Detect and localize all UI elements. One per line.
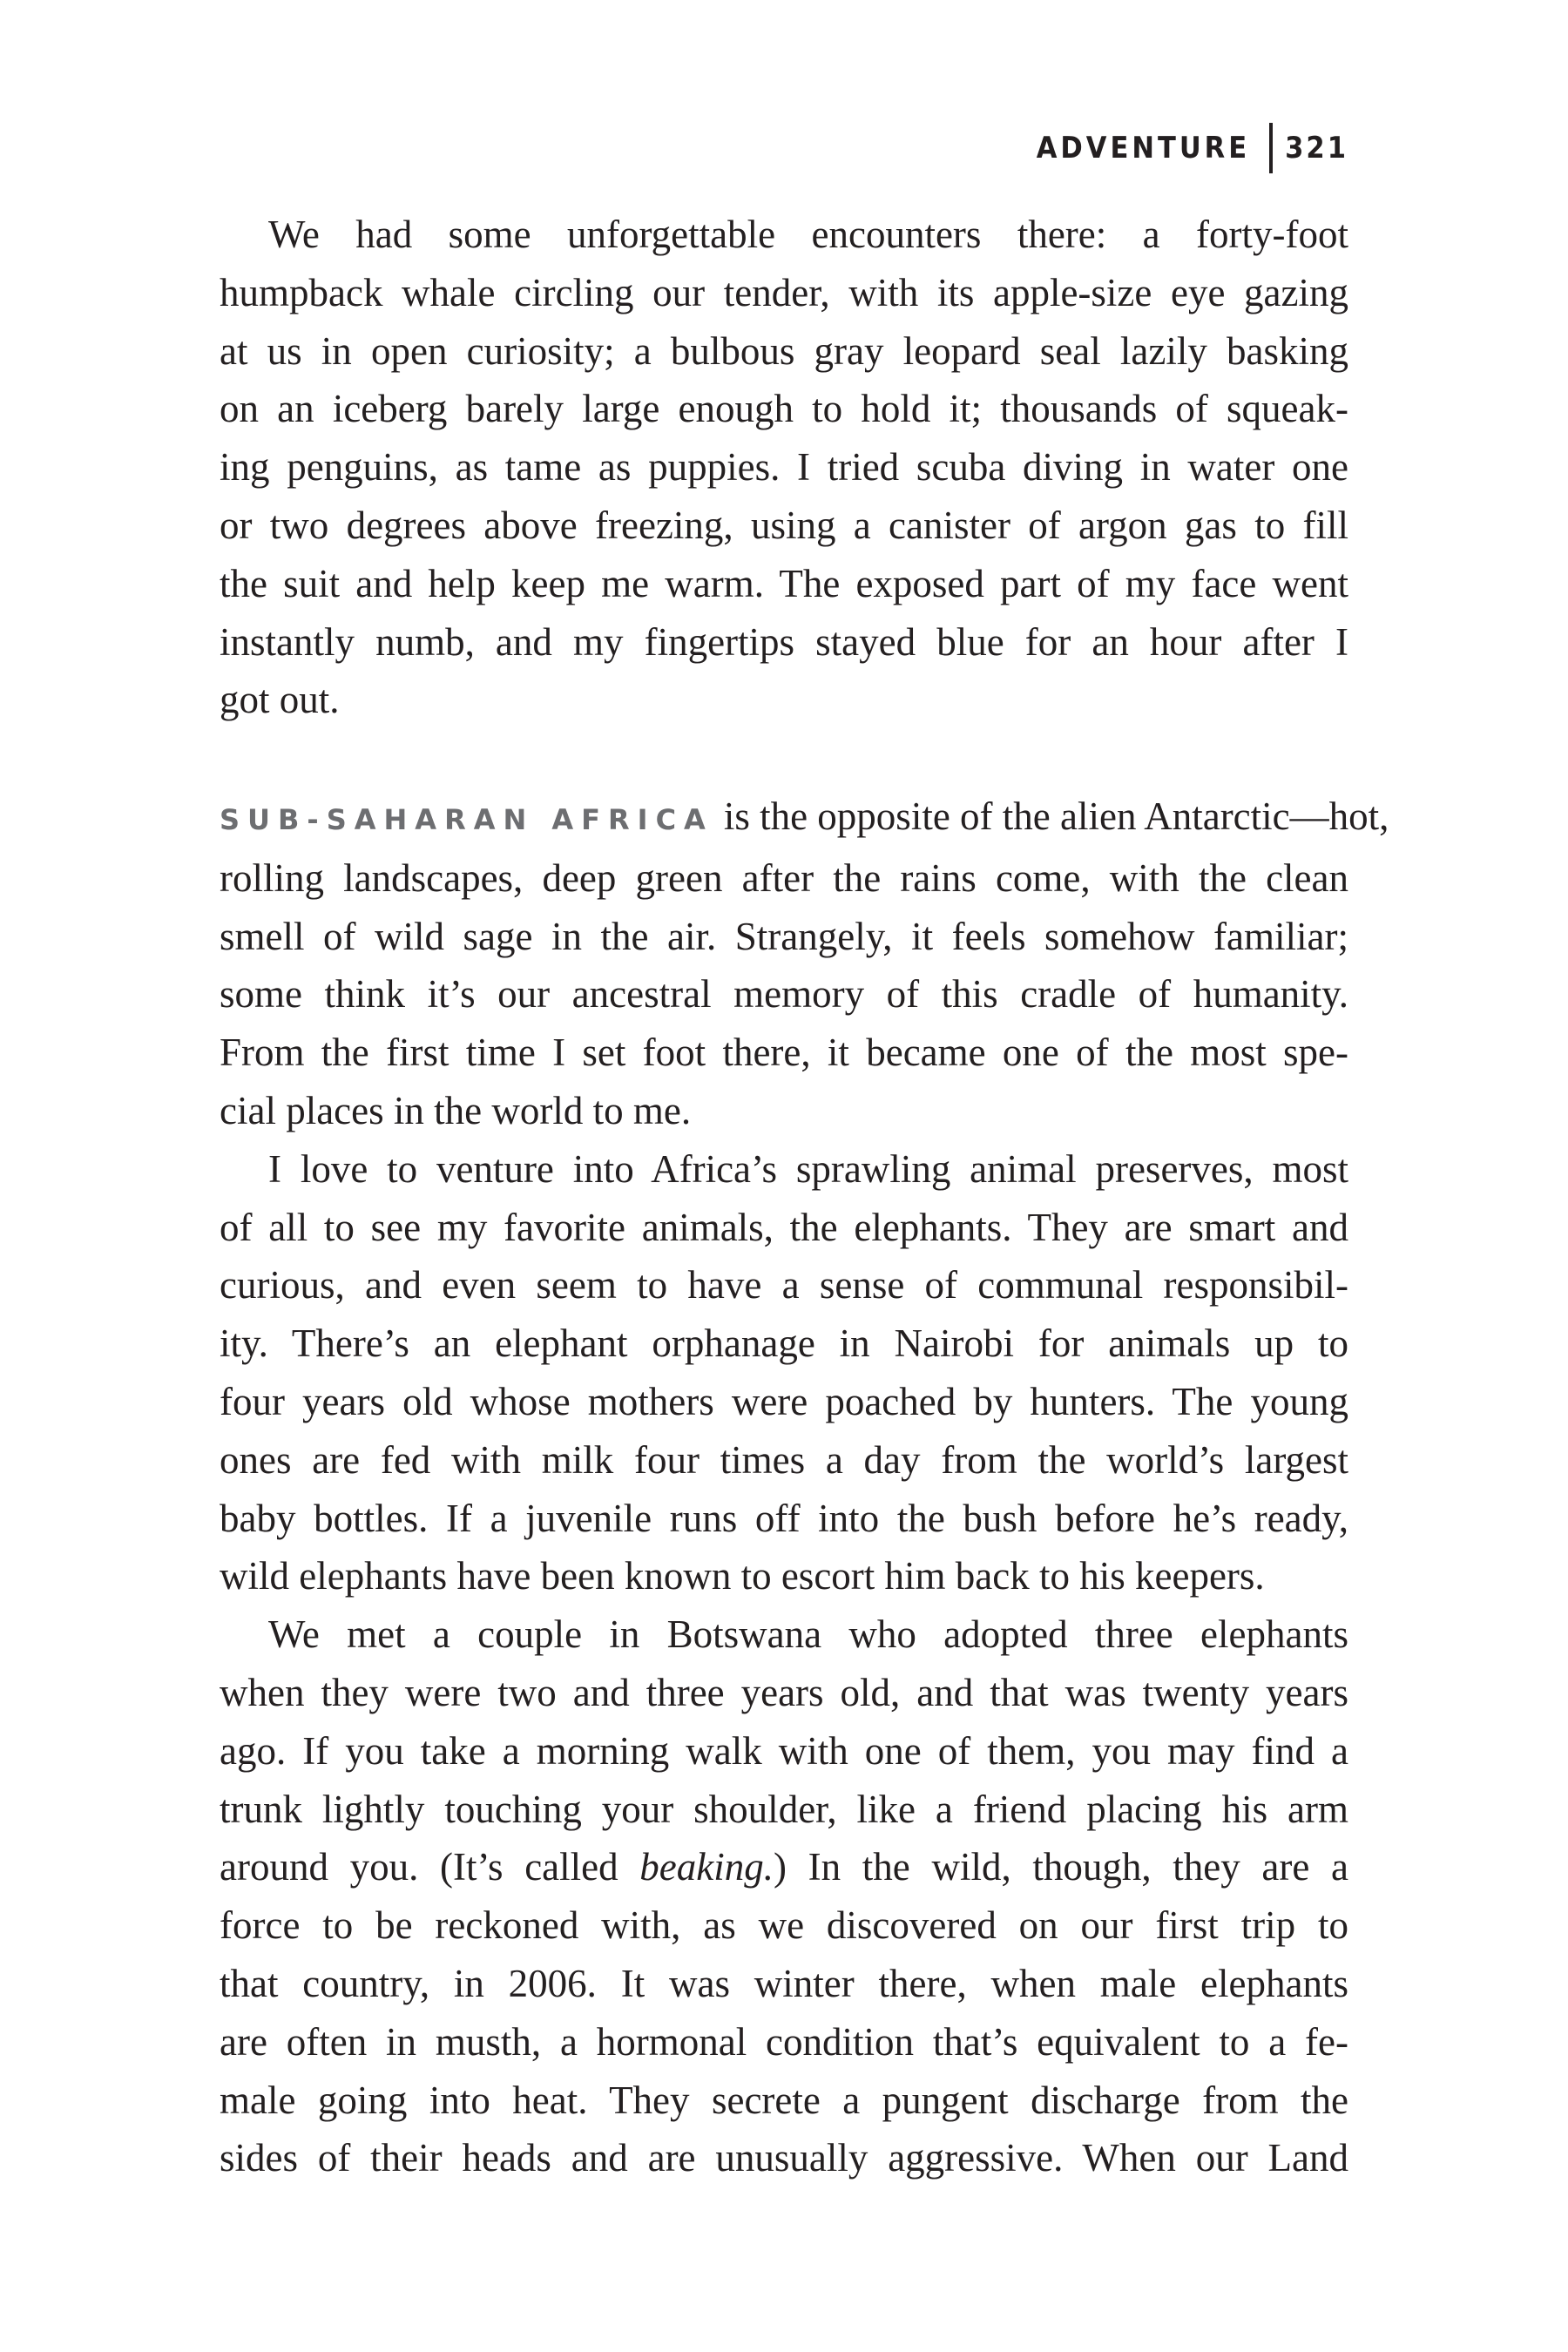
section-break: [220, 729, 1348, 787]
italic-term: beaking.: [639, 1845, 774, 1889]
text-line: that country, in 2006. It was winter there, when male elephants: [220, 1961, 1348, 2005]
running-head-divider: [1269, 123, 1273, 173]
page-number: 321: [1285, 131, 1348, 166]
text-line: got out.: [220, 678, 340, 722]
text-line: ago. If you take a morning walk with one of them, you may find a: [220, 1728, 1348, 1773]
text-line: I love to venture into Africa’s sprawling animal preserves, most: [268, 1146, 1348, 1191]
text-line: wild elephants have been known to escort him back to his keepers.: [220, 1554, 1265, 1598]
text-line: [220, 1838, 1348, 1896]
body-text: [220, 206, 1389, 2187]
text-line: force to be reckoned with, as we discovered on our first trip to: [220, 1903, 1348, 1948]
text-line: From the first time I set foot there, it became one of the most spe-: [220, 1031, 1348, 1075]
text-line: of all to see my favorite animals, the elephants. They are smart and: [220, 1205, 1348, 1249]
text-line: curious, and even seem to have a sense of communal responsibil-: [220, 1263, 1348, 1308]
text-line: on an iceberg barely large enough to hold it; thousands of squeak-: [220, 387, 1348, 431]
text-line: ones are fed with milk four times a day from the world’s largest: [220, 1437, 1348, 1482]
text-line: some think it’s our ancestral memory of this cradle of humanity.: [220, 972, 1348, 1017]
text-line: We met a couple in Botswana who adopted three elephants: [268, 1612, 1348, 1657]
text-line: ing penguins, as tame as puppies. I tried scuba diving in water one: [220, 445, 1348, 490]
text-line: male going into heat. They secrete a pungent discharge from the: [220, 2078, 1348, 2122]
text-run: ) In the wild, though, they are a: [774, 1845, 1348, 1889]
text-line: instantly numb, and my fingertips stayed blue for an hour after I: [220, 619, 1348, 664]
running-head: [1037, 124, 1348, 172]
text-line: are often in musth, a hormonal condition that’s equivalent to a fe-: [220, 2019, 1348, 2064]
text-line: at us in open curiosity; a bulbous gray leopard seal lazily basking: [220, 328, 1348, 373]
text-line: when they were two and three years old, and that was twenty years: [220, 1670, 1348, 1714]
text-line: the suit and help keep me warm. The exposed part of my face went: [220, 561, 1348, 605]
running-head-section: ADVENTURE: [1036, 131, 1251, 166]
text-line: We had some unforgettable encounters there: a forty-foot: [268, 213, 1348, 256]
text-line: or two degrees above freezing, using a canister of argon gas to fill: [220, 503, 1348, 547]
section-lead-in: SUB-SAHARAN AFRICA: [220, 802, 713, 836]
text-line: smell of wild sage in the air. Strangely, it feels somehow familiar;: [220, 914, 1348, 958]
text-run: is the opposite of the alien Antarctic—hot,: [723, 794, 1389, 838]
text-run: around you. (It’s called: [220, 1845, 640, 1889]
text-line: humpback whale circling our tender, with its apple-size eye gazing: [220, 270, 1348, 314]
text-line: [220, 787, 1389, 849]
text-line: cial places in the world to me.: [220, 1088, 692, 1132]
text-line: trunk lightly touching your shoulder, like a friend placing his arm: [220, 1787, 1348, 1831]
text-line: sides of their heads and are unusually aggressive. When our Land: [220, 2136, 1348, 2180]
text-line: ity. There’s an elephant orphanage in Nairobi for animals up to: [220, 1321, 1348, 1366]
text-line: baby bottles. If a juvenile runs off into the bush before he’s ready,: [220, 1496, 1348, 1540]
text-line: four years old whose mothers were poached by hunters. The young: [220, 1379, 1348, 1423]
text-line: rolling landscapes, deep green after the rains come, with the clean: [220, 855, 1348, 900]
